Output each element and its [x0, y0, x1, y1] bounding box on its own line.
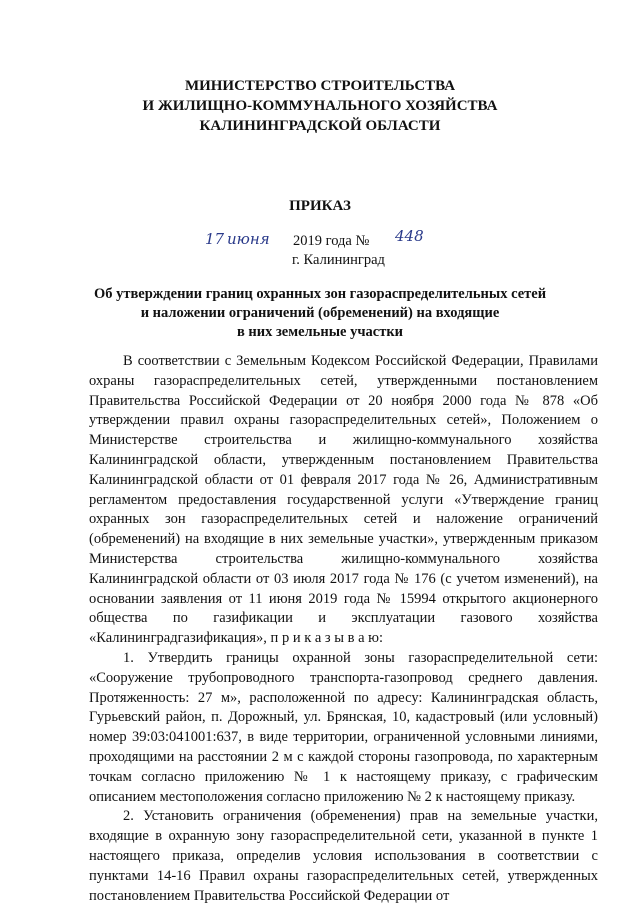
handwritten-order-number: 448 — [395, 227, 424, 245]
body-paragraph-item-2: 2. Установить ограничения (обременения) прав на земельные участки, входящие в охранную зону газораспределительной сети, указанной в пункте 1 настоящего приказа, определив условия использования в соответствии с пунктами 14-16 Правил охраны газораспределительных сетей, утвержденных постановлением Правительства Российской Федерации от — [89, 808, 598, 904]
ministry-header-line2: И ЖИЛИЩНО-КОММУНАЛЬНОГО ХОЗЯЙСТВА — [142, 98, 498, 114]
handwritten-month: июня — [227, 230, 270, 248]
order-city: г. Калининград — [292, 252, 385, 268]
order-body — [89, 352, 598, 906]
subject-line2: и наложении ограничений (обременений) на входящие — [140, 305, 500, 321]
order-date-text: 2019 года № — [293, 233, 370, 249]
ministry-header-line3: КАЛИНИНГРАДСКОЙ ОБЛАСТИ — [199, 118, 441, 134]
subject-line3: в них земельные участки — [236, 324, 404, 340]
body-paragraph-item-1: 1. Утвердить границы охранной зоны газораспределительной сети: «Сооружение трубопроводного транспорта-газопровод среднего давления. Протяженность: 27 м», расположенной по адресу: Калининградская область, Гурьевский район, п. Дорожный, ул. Брянская, 10, кадастровый (или условный) номер 39:03:041001:637, в виде территории, ограниченной условными линиями, проходящими на расстоянии 2 м с каждой стороны газопровода, по характерным точкам согласно приложению № 1 к настоящему приказу, с графическим описанием местоположения согласно приложению № 2 к настоящему приказу. — [89, 649, 598, 805]
handwritten-day: 17 — [205, 230, 225, 248]
body-paragraph-preamble: В соответствии с Земельным Кодексом Российской Федерации, Правилами охраны газораспределительных сетей, утвержденными постановлением Правительства Российской Федерации от 20 ноября 2000 года № 878 «Об утверждении правил охраны газораспределительных сетей», Положением о Министерстве строительства и жилищно-коммунального хозяйства Калининградской области, утвержденным постановлением Правительства Калининградской области от 01 февраля 2017 года № 26, Административным регламентом предоставления государственной услуги «Утверждение границ охранных зон газораспределительных сетей и наложение ограничений (обременений) на входящие в них земельные участки», утвержденным приказом Министерства строительства жилищно-коммунального хозяйства Калининградской области от 03 июля 2017 года № 176 (с учетом изменений), на основании заявления от 11 июня 2019 года № 15994 открытого акционерного общества по газификации и эксплуатации газового хозяйства «Калининградгазификация», п р и к а з ы в а ю: — [89, 353, 598, 647]
ministry-header-line1: МИНИСТЕРСТВО СТРОИТЕЛЬСТВА — [184, 78, 456, 94]
subject-line1: Об утверждении границ охранных зон газораспределительных сетей — [93, 286, 547, 302]
order-title: ПРИКАЗ — [289, 198, 351, 214]
